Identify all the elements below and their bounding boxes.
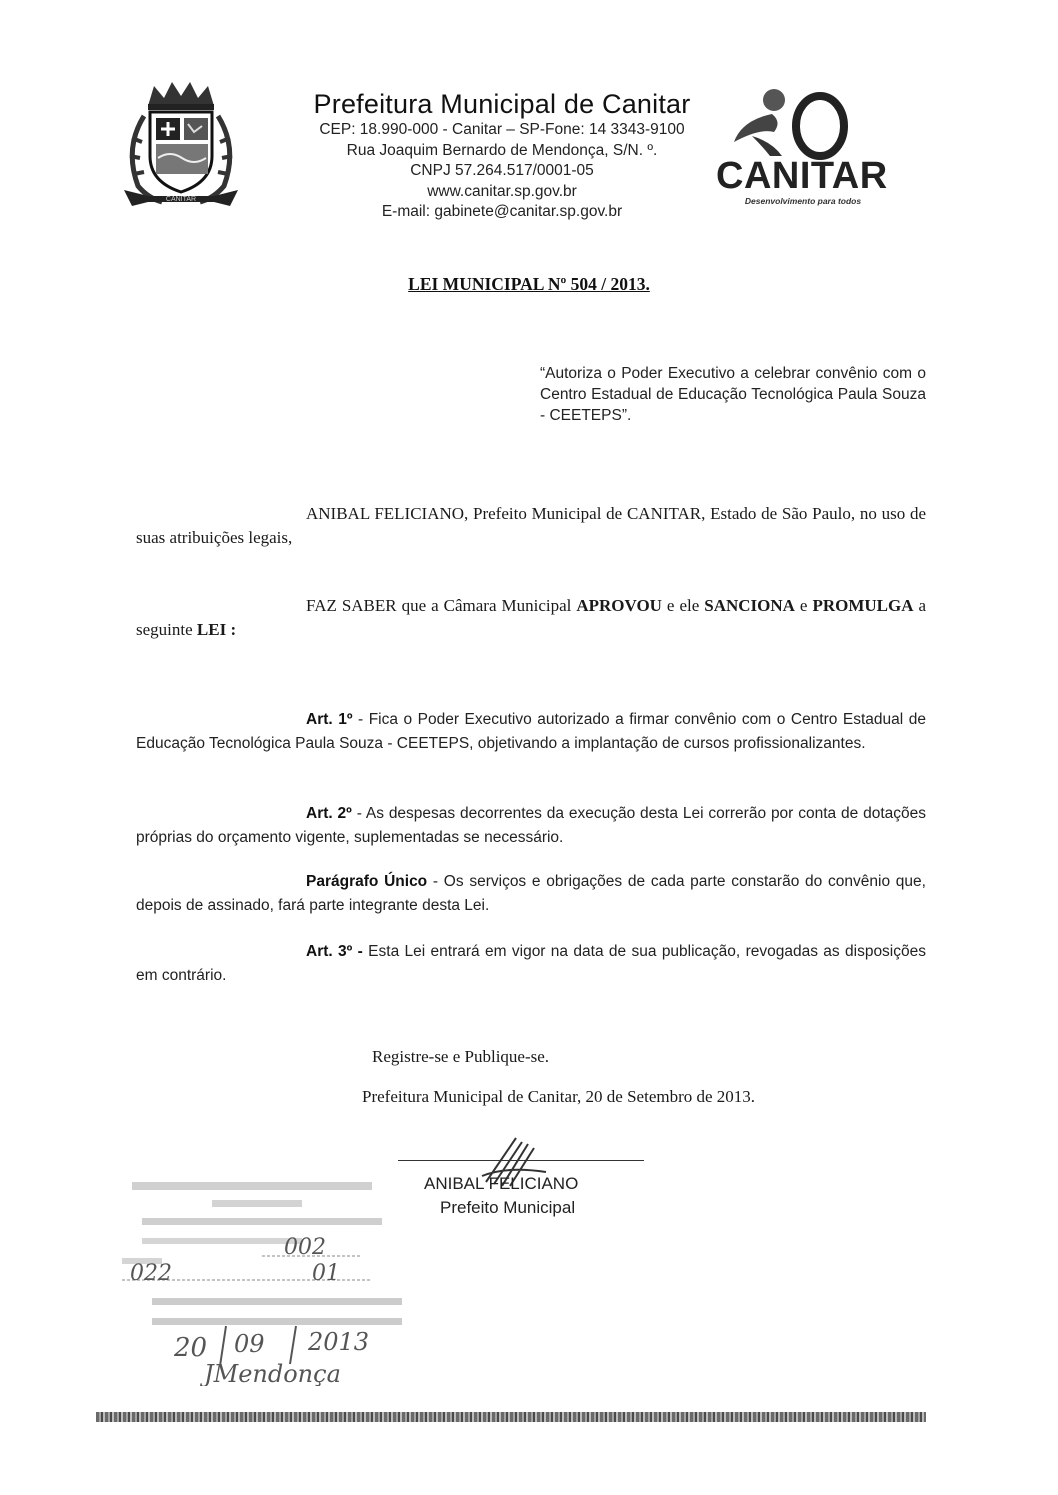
paragrafo-unico-text: - Os serviços e obrigações de cada parte constarão do convênio que, depois de assinado, fará parte integrante desta Lei. [136,873,926,914]
stamp-hand-day: 20 [174,1333,208,1363]
faz-saber-text-2: e ele [661,596,705,615]
paragrafo-unico-label: Parágrafo Único [306,873,428,890]
website-line: www.canitar.sp.gov.br [427,182,577,200]
article-3-label: Art. 3º - [306,943,363,960]
scan-edge-band [96,1412,926,1422]
ementa: “Autoriza o Poder Executivo a celebrar convênio com o Centro Estadual de Educação Tecnológica Paula Souza - CEETEPS”. [540,365,926,424]
article-1-label: Art. 1º [306,711,353,728]
stamp-hand-month: 09 [234,1330,265,1358]
faz-saber-sanciona: SANCIONA [704,596,795,615]
faz-saber-lei: LEI : [196,620,237,639]
logo-slogan: Desenvolvimento para todos [744,196,862,206]
signature-line [398,1160,644,1161]
signer-name: ANIBAL FELICIANO [424,1174,579,1193]
cnpj-line: CNPJ 57.264.517/0001-05 [410,162,594,179]
stamp-faded-lines [122,1182,402,1325]
article-1 [136,708,926,756]
article-3 [136,940,926,988]
stamp-hand-number-3: 01 [312,1261,340,1286]
faz-saber-text-4: a seguinte [136,596,927,639]
preamble-faz-saber [136,594,926,642]
address-line-street: Rua Joaquim Bernardo de Mendonça, S/N. º. [346,141,658,159]
paragrafo-unico [136,870,926,918]
publication-stamp [112,1176,402,1386]
article-2-label: Art. 2º [306,805,352,822]
faz-saber-text-1: FAZ SABER que a Câmara Municipal [306,596,577,615]
email-line: E-mail: gabinete@canitar.sp.gov.br [381,203,623,220]
stamp-hand-signature: JMendonça [204,1360,341,1386]
article-1-text: - Fica o Poder Executivo autorizado a firmar convênio com o Centro Estadual de Educação Tecnológica Paula Souza - CEETEPS, objetivando a implantação de cursos profissionalizantes. [136,711,926,752]
logo-wordmark: CANITAR [716,155,888,197]
signer-role: Prefeito Municipal [440,1198,576,1217]
faz-saber-aprovou: APROVOU [576,596,662,615]
law-title: LEI MUNICIPAL Nº 504 / 2013. [408,274,650,294]
registre-publique: Registre-se e Publique-se. [372,1047,550,1066]
place-and-date: Prefeitura Municipal de Canitar, 20 de Setembro de 2013. [362,1087,756,1106]
coat-ribbon-text: CANITAR [165,196,197,203]
org-name: Prefeitura Municipal de Canitar [313,89,691,119]
faz-saber-text-3: e [794,596,813,615]
faz-saber-promulga: PROMULGA [812,596,914,615]
coat-of-arms-icon [118,78,244,214]
article-3-text: Esta Lei entrará em vigor na data de sua publicação, revogadas as disposições em contrário. [136,943,926,984]
stamp-hand-number-1: 002 [284,1235,326,1260]
article-2-text: - As despesas decorrentes da execução desta Lei correrão por conta de dotações próprias do orçamento vigente, suplementadas se necessário. [136,805,926,846]
address-line-cep: CEP: 18.990-000 - Canitar – SP-Fone: 14 3343-9100 [319,121,685,138]
preamble-intro: ANIBAL FELICIANO, Prefeito Municipal de CANITAR, Estado de São Paulo, no uso de suas atribuições legais, [136,504,926,547]
article-2 [136,802,926,850]
letterhead [262,88,742,223]
stamp-hand-year: 2013 [308,1328,370,1356]
stamp-hand-number-2: 022 [130,1261,172,1286]
